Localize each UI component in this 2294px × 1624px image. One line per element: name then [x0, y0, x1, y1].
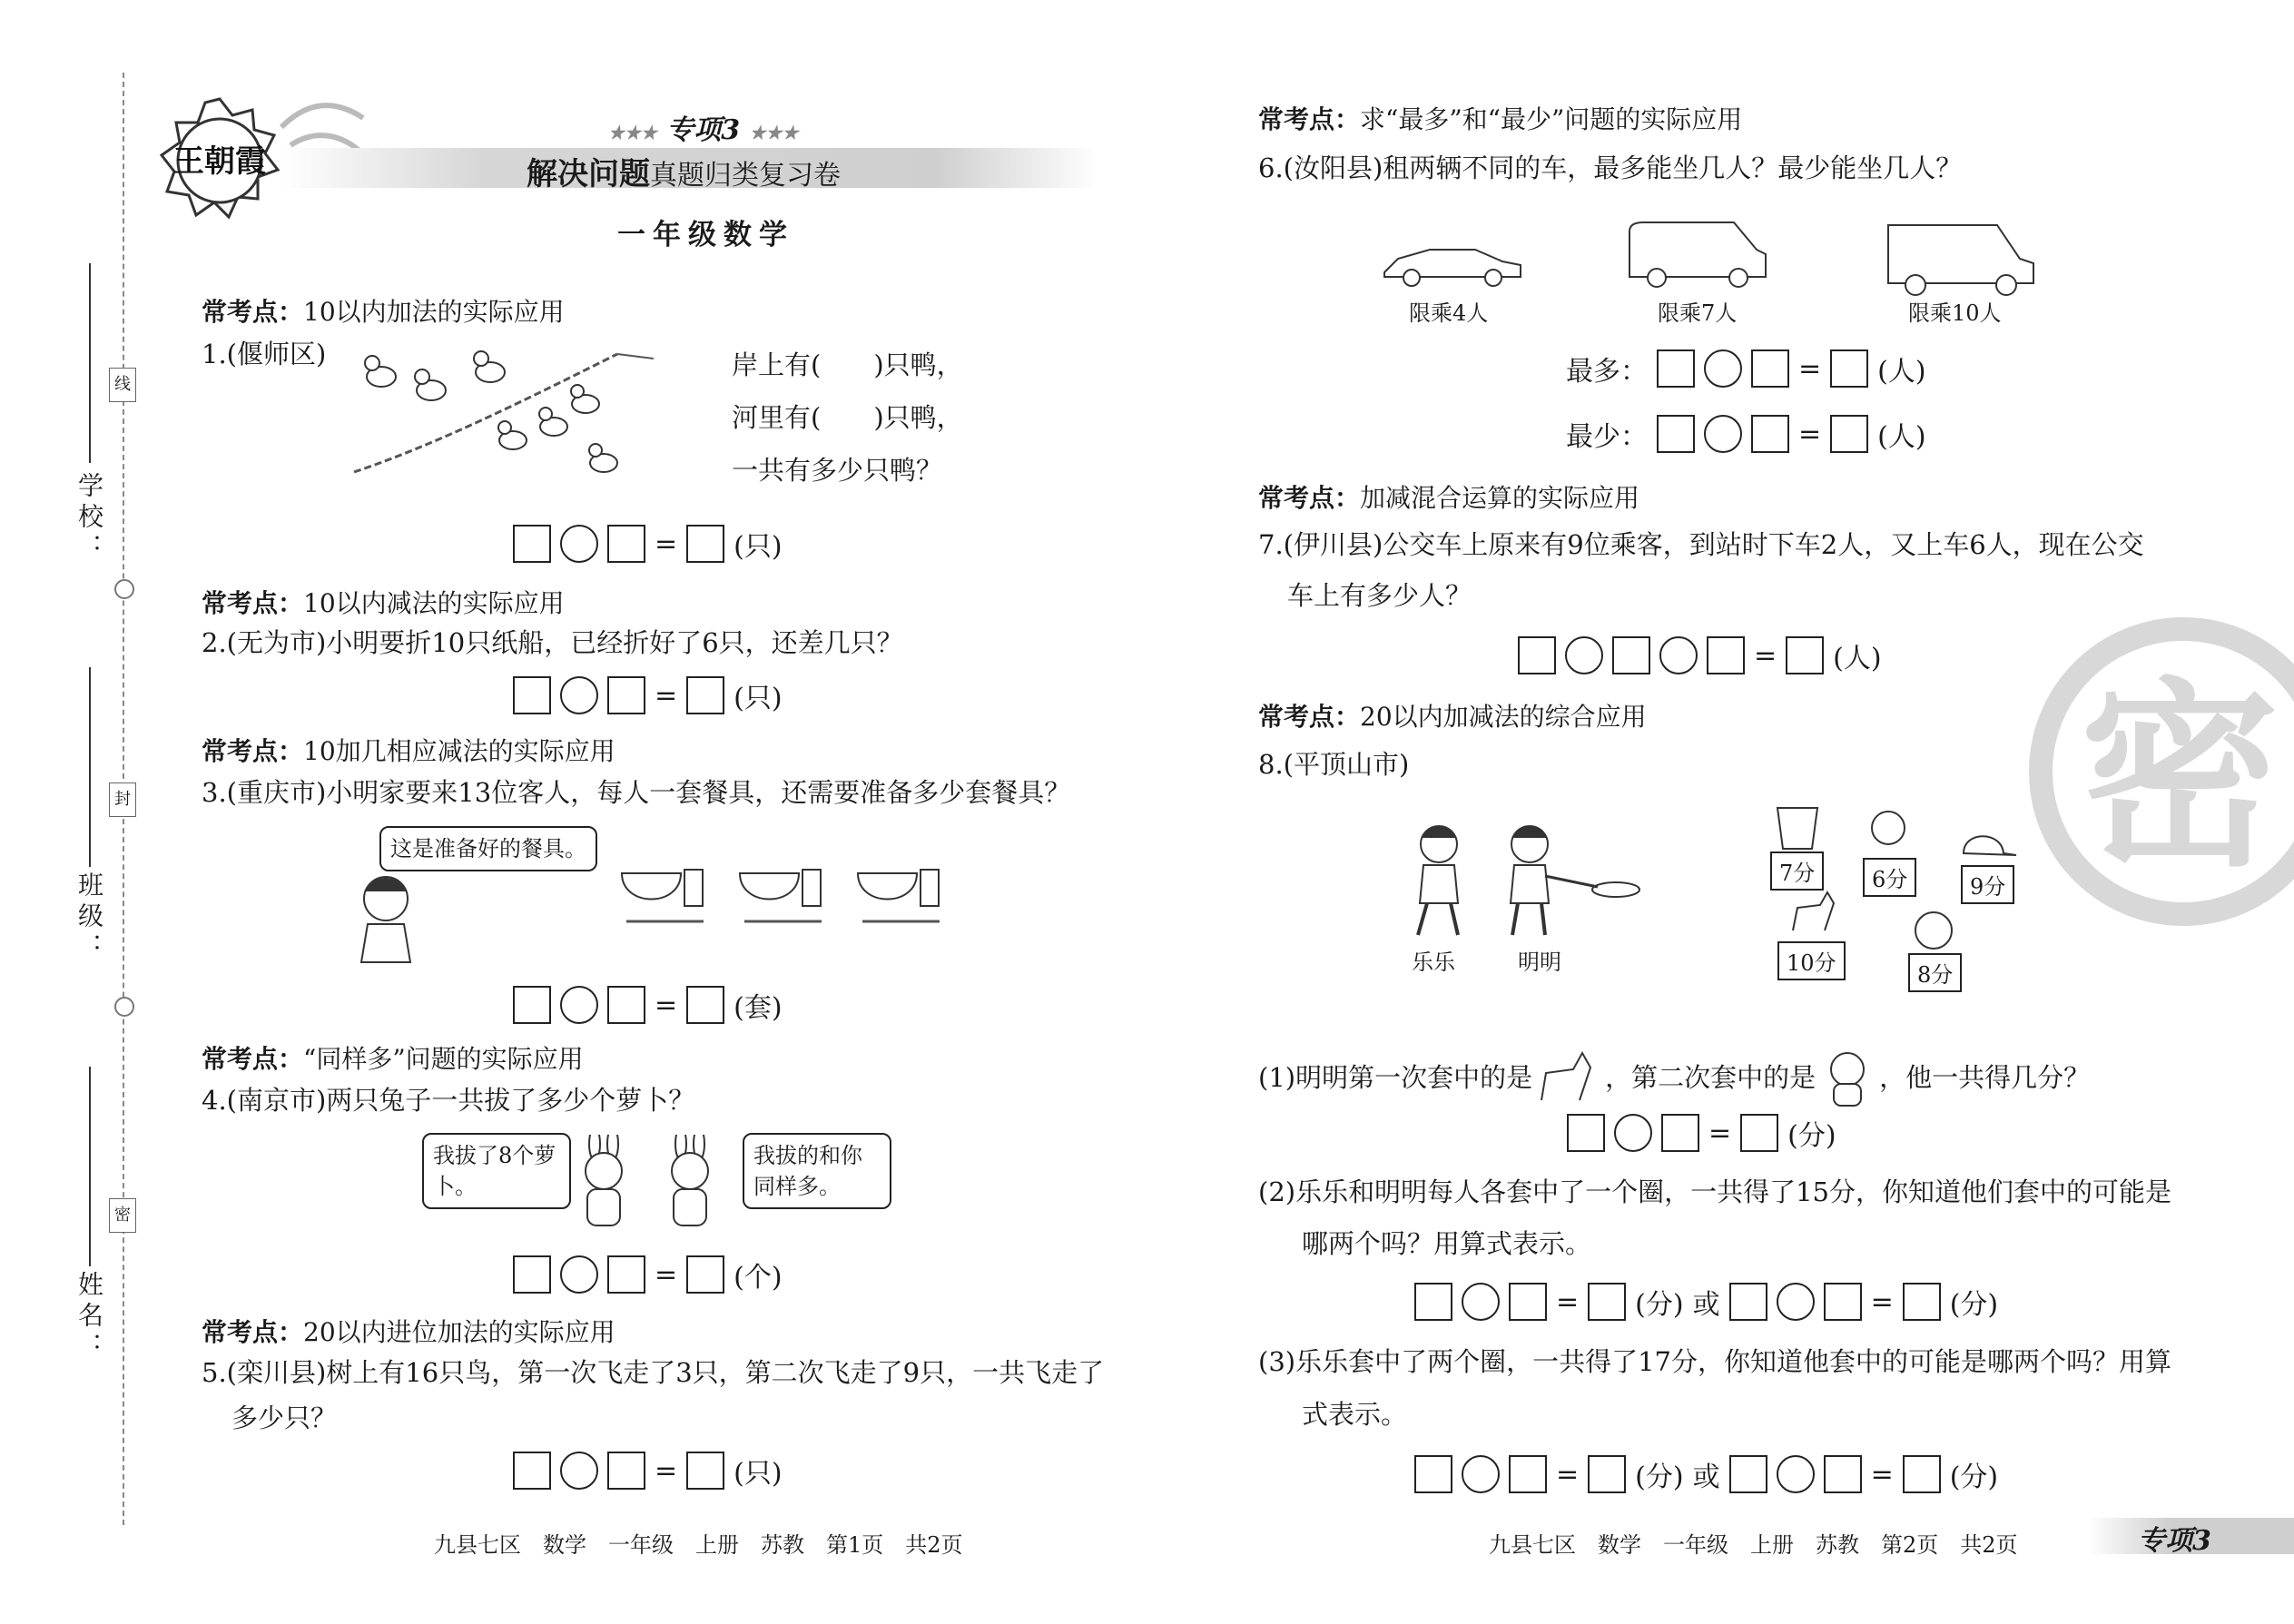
- answer-box[interactable]: [1786, 636, 1824, 674]
- answer-box[interactable]: [1612, 636, 1650, 674]
- answer-box[interactable]: [1729, 1283, 1767, 1321]
- kaodian-4: 常考点：“同样多”问题的实际应用: [202, 1044, 584, 1074]
- pony-icon: [1784, 885, 1838, 940]
- kaodian-2: 常考点：10以内减法的实际应用: [202, 588, 565, 618]
- school-field[interactable]: [89, 263, 91, 463]
- answer-box[interactable]: [686, 1452, 724, 1490]
- operator-circle[interactable]: [1704, 349, 1742, 388]
- q8-part1-a: (1)明明第一次套中的是: [1258, 1062, 1533, 1093]
- answer-box[interactable]: [1661, 1114, 1699, 1152]
- score-tag-pony: 10分: [1777, 941, 1846, 980]
- q2-equation: = (只): [513, 675, 783, 715]
- minibus-icon: [1884, 218, 2038, 300]
- title-bold: 解决问题: [527, 156, 650, 192]
- answer-box[interactable]: [607, 1255, 645, 1294]
- q6-max-equation: 最多： = (人): [1566, 349, 1926, 389]
- q8-part1: [1258, 1046, 2090, 1109]
- q1-number: 1.(偃师区): [202, 339, 327, 369]
- answer-box[interactable]: [1414, 1283, 1452, 1321]
- ball-icon: [1911, 908, 1956, 953]
- operator-circle[interactable]: [560, 676, 598, 714]
- kaodian-3: 常考点：10加几相应减法的实际应用: [202, 736, 615, 766]
- q8-part2-line1: (2)乐乐和明明每人各套中了一个圈，一共得了15分，你知道他们套中的可能是: [1258, 1176, 2171, 1207]
- unit: (分): [1787, 1120, 1836, 1152]
- operator-circle[interactable]: [1659, 636, 1698, 674]
- unit: (人): [1877, 421, 1926, 453]
- unit: (人): [1877, 356, 1926, 388]
- q6-min-equation: 最少： = (人): [1566, 414, 1926, 454]
- q5-equation: = (只): [513, 1451, 783, 1491]
- score-tag-ball: 8分: [1908, 953, 1962, 992]
- answer-box[interactable]: [1707, 636, 1745, 674]
- answer-box[interactable]: [513, 1452, 551, 1490]
- pony-icon: [1532, 1046, 1605, 1109]
- bucket-icon: [1770, 799, 1825, 853]
- unit: (套): [733, 992, 783, 1024]
- q7-line1: 7.(伊川县)公交车上原来有9位乘客，到站时下车2人，又上车6人，现在公交: [1258, 529, 2144, 560]
- answer-box[interactable]: [1567, 1114, 1605, 1152]
- q7-line2: 车上有多少人？: [1287, 580, 1472, 611]
- doll-icon: [1816, 1046, 1879, 1109]
- doll-icon: [1861, 808, 1915, 853]
- score-tag-cap: 9分: [1961, 865, 2014, 904]
- mark-feng: 封: [109, 782, 136, 817]
- car-icon: [1380, 236, 1525, 290]
- footer-left: 九县七区 数学 一年级 上册 苏教 第1页 共2页: [434, 1532, 963, 1558]
- q8-part1-b: ，第二次套中的是: [1605, 1062, 1816, 1093]
- q3-text: 3.(重庆市)小明家要来13位客人，每人一套餐具，还需要准备多少套餐具？: [202, 777, 1071, 808]
- kaodian-1: 常考点：10以内加法的实际应用: [202, 297, 565, 327]
- cap-icon: [1956, 826, 2020, 862]
- answer-box[interactable]: [686, 1255, 724, 1294]
- kaodian-7: 常考点：加减混合运算的实际应用: [1258, 483, 1640, 513]
- answer-box[interactable]: [1751, 349, 1789, 388]
- answer-box[interactable]: [1588, 1283, 1626, 1321]
- star-icon: ★★★: [608, 122, 657, 143]
- answer-box[interactable]: [1824, 1455, 1862, 1493]
- unit: (分): [1949, 1462, 1999, 1493]
- answer-box[interactable]: [1903, 1455, 1941, 1493]
- car-capacity-3: 限乘10人: [1908, 300, 2002, 326]
- answer-box[interactable]: [1740, 1114, 1778, 1152]
- unit: (分): [1949, 1289, 1999, 1321]
- q8-part3-line2: 式表示。: [1302, 1399, 1408, 1430]
- name-label: 姓名：: [74, 1271, 104, 1363]
- logo-badge: [156, 95, 283, 222]
- answer-box[interactable]: [1830, 415, 1868, 453]
- answer-box[interactable]: [1509, 1455, 1547, 1493]
- answer-box[interactable]: [1824, 1283, 1862, 1321]
- answer-box[interactable]: [607, 676, 645, 714]
- operator-circle[interactable]: [1614, 1114, 1652, 1152]
- answer-box[interactable]: [1518, 636, 1556, 674]
- hole-icon: [114, 579, 134, 599]
- secret-stamp: [2029, 617, 2294, 926]
- min-label: 最少：: [1566, 421, 1648, 453]
- series-tag-footer: 专项3: [2138, 1525, 2211, 1557]
- answer-box[interactable]: [1414, 1455, 1452, 1493]
- speech-bubble-2: 我拔的和你同样多。: [743, 1133, 891, 1209]
- answer-box[interactable]: [1729, 1455, 1767, 1493]
- q1-line1: 岸上有( )只鸭，: [732, 349, 963, 380]
- kid-name-1: 乐乐: [1412, 950, 1455, 975]
- kaodian-6: 常考点：求“最多”和“最少”问题的实际应用: [1258, 104, 1743, 134]
- subtitle: 一年级数学: [617, 219, 794, 251]
- operator-circle[interactable]: [1565, 636, 1603, 674]
- title-rest: 真题归类复习卷: [650, 160, 841, 192]
- operator-circle[interactable]: [1704, 415, 1742, 453]
- q8-part1-c: ，他一共得几分？: [1879, 1062, 2091, 1093]
- q8-part2-equation: = (分) 或 = (分): [1414, 1282, 1998, 1322]
- score-tag-doll: 6分: [1863, 858, 1916, 897]
- operator-circle[interactable]: [1462, 1283, 1500, 1321]
- answer-box[interactable]: [686, 986, 724, 1024]
- answer-box[interactable]: [607, 986, 645, 1024]
- operator-circle[interactable]: [1462, 1455, 1500, 1493]
- kaodian-5: 常考点：20以内进位加法的实际应用: [202, 1317, 615, 1347]
- logo-text: 王朝霞: [173, 143, 266, 180]
- q1-line3: 一共有多少只鸭？: [732, 455, 943, 486]
- stamp-text: 密: [2080, 661, 2280, 893]
- answer-box[interactable]: [1751, 415, 1789, 453]
- answer-box[interactable]: [686, 676, 724, 714]
- q4-equation: = (个): [513, 1255, 783, 1294]
- operator-circle[interactable]: [1777, 1283, 1815, 1321]
- boy-icon: [345, 871, 427, 971]
- unit: (人): [1833, 643, 1882, 674]
- q8-part2-line2: 哪两个吗？用算式表示。: [1302, 1228, 1592, 1259]
- answer-box[interactable]: [607, 525, 645, 563]
- boy-mingming-icon: [1489, 822, 1643, 940]
- answer-box[interactable]: [607, 1452, 645, 1490]
- hole-icon: [114, 997, 134, 1017]
- mark-xian: 线: [109, 368, 136, 402]
- q4-text: 4.(南京市)两只兔子一共拔了多少个萝卜？: [202, 1085, 695, 1116]
- rabbits-icon: [567, 1135, 731, 1235]
- unit: (分): [1635, 1462, 1684, 1493]
- name-field[interactable]: [89, 1067, 91, 1266]
- score-tag-bucket: 7分: [1770, 851, 1824, 891]
- operator-circle[interactable]: [1777, 1455, 1815, 1493]
- page-title: [527, 149, 841, 193]
- unit: (只): [733, 531, 783, 563]
- max-label: 最多：: [1566, 356, 1648, 388]
- or-text: 或: [1692, 1462, 1720, 1493]
- tableware-picture: [617, 862, 962, 935]
- q6-text: 6.(汝阳县)租两辆不同的车，最多能坐几人？最少能坐几人？: [1258, 153, 1963, 183]
- answer-box[interactable]: [1657, 349, 1695, 388]
- q1-line2: 河里有( )只鸭，: [732, 402, 963, 433]
- car-capacity-2: 限乘7人: [1658, 300, 1738, 326]
- q1-equation: = (只): [513, 524, 783, 564]
- q2-text: 2.(无为市)小明要折10只纸船，已经折好了6只，还差几只？: [202, 627, 903, 658]
- class-label: 班级：: [74, 871, 104, 964]
- q8-part1-equation: = (分): [1567, 1113, 1836, 1153]
- school-label: 学校：: [74, 472, 104, 565]
- speech-bubble-1: 我拔了8个萝卜。: [422, 1133, 571, 1209]
- unit: (个): [733, 1262, 783, 1294]
- answer-box[interactable]: [1657, 415, 1695, 453]
- car-capacity-1: 限乘4人: [1409, 300, 1489, 326]
- operator-circle[interactable]: [560, 525, 598, 563]
- van-icon: [1625, 218, 1770, 290]
- answer-box[interactable]: [513, 986, 551, 1024]
- operator-circle[interactable]: [560, 986, 598, 1024]
- answer-box[interactable]: [1588, 1455, 1626, 1493]
- answer-box[interactable]: [1903, 1283, 1941, 1321]
- class-field[interactable]: [89, 667, 91, 867]
- answer-box[interactable]: [686, 525, 724, 563]
- unit: (只): [733, 683, 783, 714]
- or-text: 或: [1692, 1289, 1720, 1321]
- unit: (分): [1635, 1289, 1684, 1321]
- speech-bubble: 这是准备好的餐具。: [379, 826, 597, 871]
- answer-box[interactable]: [513, 1255, 551, 1294]
- unit: (只): [733, 1458, 783, 1490]
- star-icon: ★★★: [749, 122, 799, 143]
- q5-line2: 多少只？: [231, 1403, 338, 1433]
- answer-box[interactable]: [513, 676, 551, 714]
- q8-part3-equation: = (分) 或 = (分): [1414, 1454, 1998, 1494]
- series-tag-text: 专项3: [666, 114, 741, 146]
- footer-right: 九县七区 数学 一年级 上册 苏教 第2页 共2页: [1489, 1532, 2018, 1558]
- boy-lele-icon: [1398, 822, 1480, 940]
- kid-name-2: 明明: [1518, 950, 1561, 975]
- answer-box[interactable]: [513, 525, 551, 563]
- q8-text: 8.(平顶山市): [1258, 749, 1410, 780]
- q8-part3-line1: (3)乐乐套中了两个圈，一共得了17分，你知道他套中的可能是哪两个吗？用算: [1258, 1346, 2171, 1377]
- kaodian-8: 常考点：20以内加减法的综合应用: [1258, 702, 1647, 732]
- operator-circle[interactable]: [560, 1255, 598, 1294]
- series-tag: [608, 107, 798, 147]
- answer-box[interactable]: [1830, 349, 1868, 388]
- q3-equation: = (套): [513, 985, 783, 1025]
- q5-line1: 5.(栾川县)树上有16只鸟，第一次飞走了3只，第二次飞走了9只，一共飞走了: [202, 1357, 1105, 1388]
- q7-equation: = (人): [1518, 635, 1882, 675]
- ducks-picture: [345, 336, 654, 481]
- operator-circle[interactable]: [560, 1452, 598, 1490]
- answer-box[interactable]: [1509, 1283, 1547, 1321]
- mark-mi: 密: [109, 1198, 136, 1233]
